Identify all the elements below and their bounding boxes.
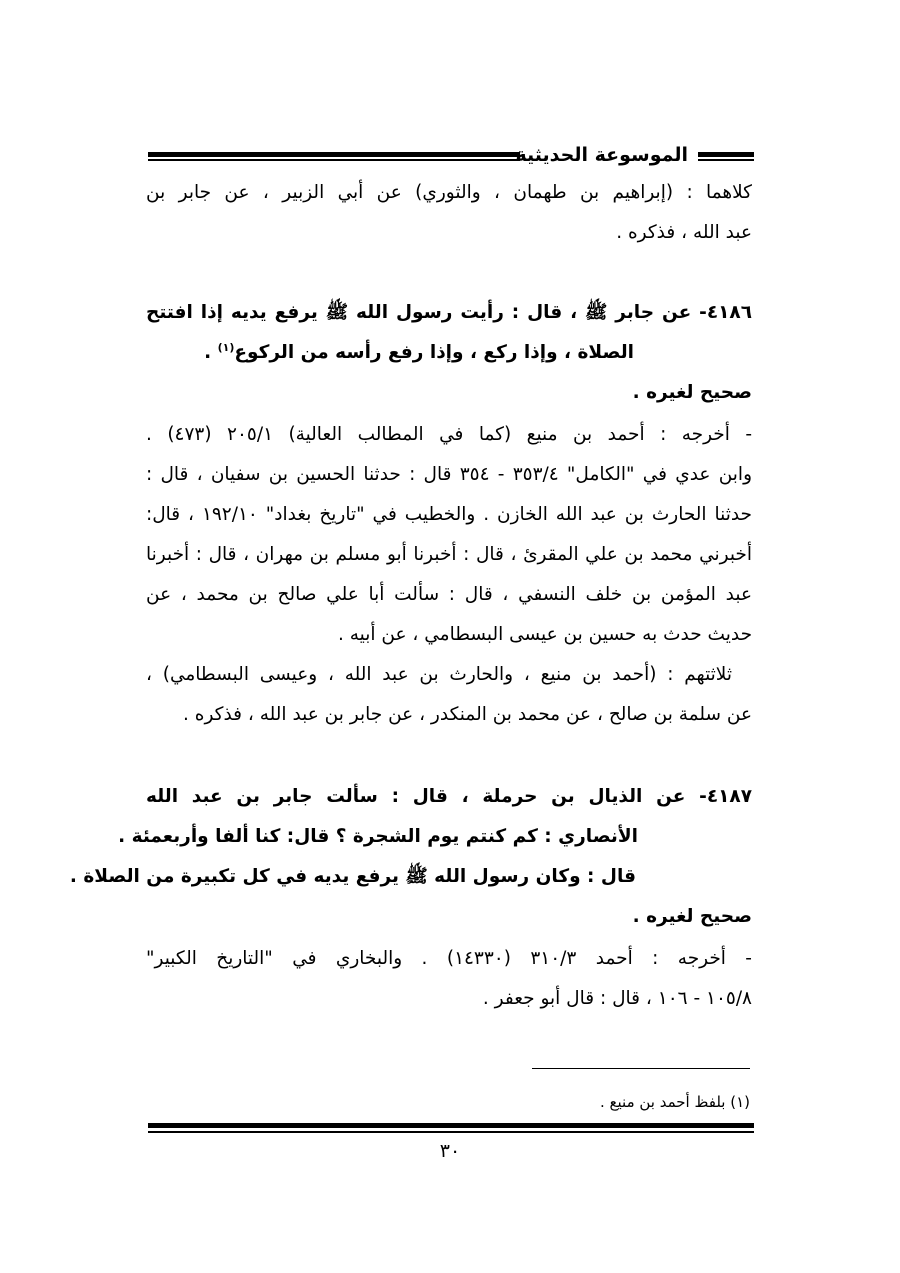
hadith-text-line: الأنصاري : كم كنتم يوم الشجرة ؟ قال: كنا ألفا وأربعمئة . [118, 826, 638, 847]
page-header [148, 142, 754, 168]
hadith-text-end: . [204, 342, 218, 363]
grading-label: صحيح لغيره . [632, 382, 752, 403]
hadith-text-line [204, 338, 634, 368]
header-rule-left-thick [148, 152, 520, 157]
hadith-text-line: قال : وكان رسول الله ﷺ يرفع يديه في كل تكبيرة من الصلاة . [69, 866, 636, 887]
grading-label: صحيح لغيره . [632, 906, 752, 927]
text-line: كلاهما : (إبراهيم بن طهمان ، والثوري) عن أبي الزبير ، عن جابر بن [146, 182, 752, 203]
header-title: الموسوعة الحديثية [515, 144, 688, 166]
text-line: ١٠٥/٨ - ١٠٦ ، قال : قال أبو جعفر . [482, 988, 752, 1009]
header-rule-right-thick [698, 152, 754, 157]
text-line: أخبرني محمد بن علي المقرئ ، قال : أخبرنا أبو مسلم بن مهران ، قال : أخبرنا [146, 544, 752, 565]
footer-rule-thick [148, 1123, 754, 1128]
text-line: عبد الله ، فذكره . [616, 222, 752, 243]
page-number: ٣٠ [439, 1140, 461, 1162]
text-line: حديث حدث به حسين بن عيسى البسطامي ، عن أبيه . [337, 624, 752, 645]
hadith-heading: ٤١٨٦- عن جابر ﷺ ، قال : رأيت رسول الله ﷺ يرفع يديه إذا افتتح [146, 302, 752, 323]
footnote-reference: (١) [217, 340, 235, 354]
hadith-heading: ٤١٨٧- عن الذيال بن حرملة ، قال : سألت جابر بن عبد الله [146, 786, 752, 807]
header-rule-left-thin [148, 159, 520, 161]
footnote: (١) بلفظ أحمد بن منيع . [600, 1093, 750, 1111]
text-line: - أخرجه : أحمد بن منيع (كما في المطالب العالية) ٢٠٥/١ (٤٧٣) . [146, 424, 753, 445]
text-line: حدثنا الحارث بن عبد الله الخازن . والخطيب في "تاريخ بغداد" ١٩٢/١٠ ، قال: [146, 504, 752, 525]
text-line: عبد المؤمن بن خلف النسفي ، قال : سألت أبا علي صالح بن محمد ، عن [146, 584, 752, 605]
text-line: وابن عدي في "الكامل" ٣٥٣/٤ - ٣٥٤ قال : حدثنا الحسين بن سفيان ، قال : [146, 464, 753, 485]
footer-rule-thin [148, 1131, 754, 1133]
text-line: - أخرجه : أحمد ٣١٠/٣ (١٤٣٣٠) . والبخاري في "التاريخ الكبير" [146, 948, 752, 969]
text-line: عن سلمة بن صالح ، عن محمد بن المنكدر ، عن جابر بن عبد الله ، فذكره . [182, 704, 752, 725]
header-rule-right-thin [698, 159, 754, 161]
hadith-text: الصلاة ، وإذا ركع ، وإذا رفع رأسه من الركوع [234, 342, 634, 363]
text-line: ثلاثتهم : (أحمد بن منيع ، والحارث بن عبد الله ، وعيسى البسطامي) ، [146, 664, 732, 685]
footnote-separator [532, 1068, 750, 1069]
